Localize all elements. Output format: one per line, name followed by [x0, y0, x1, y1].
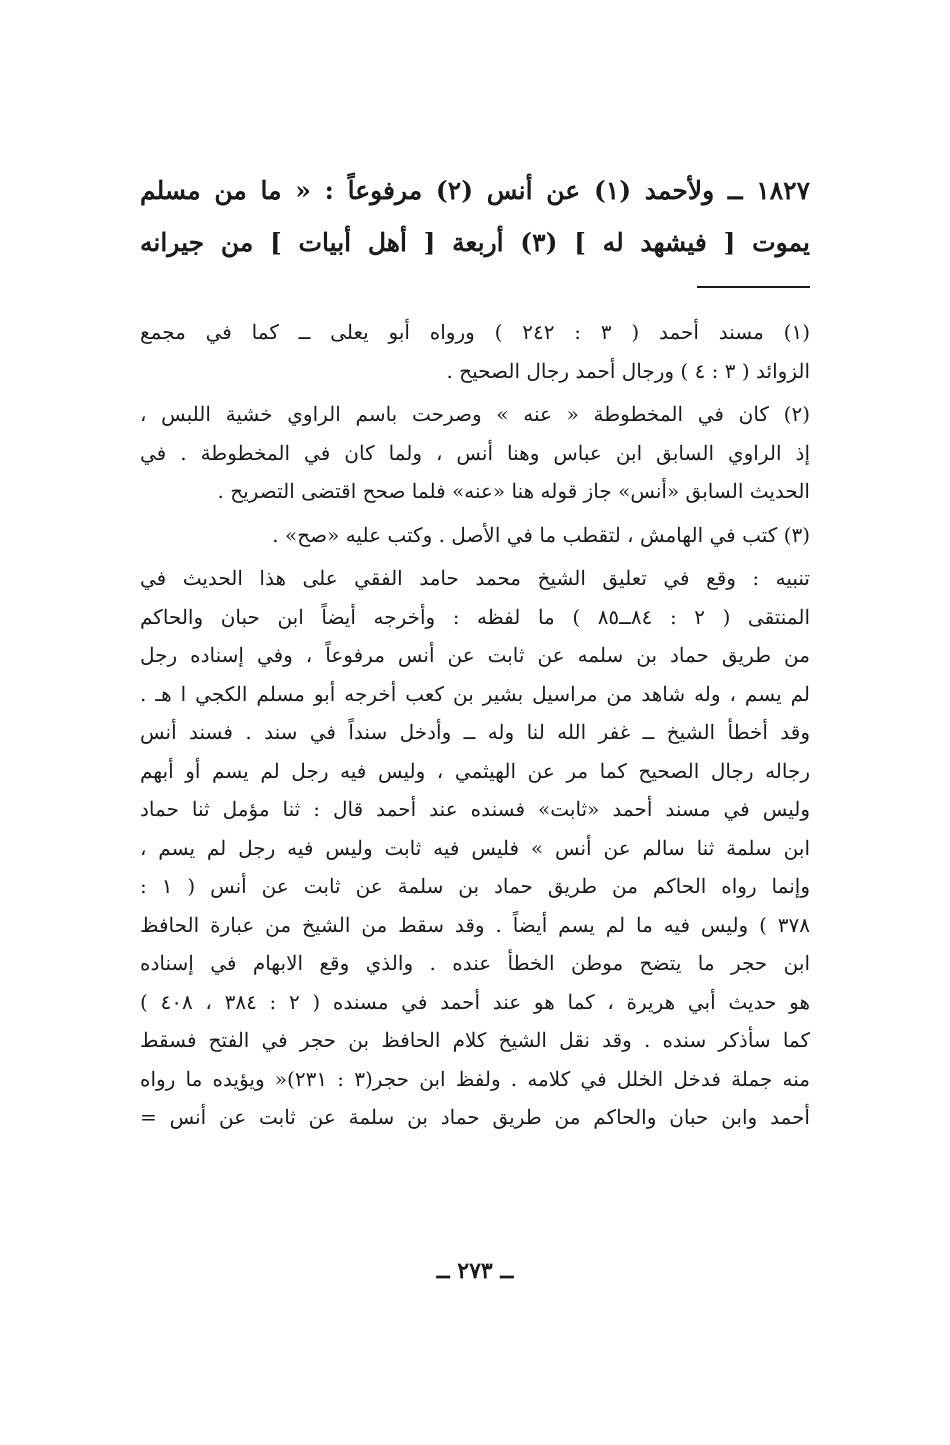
- footnote-3: [140, 516, 810, 555]
- footnote-line: الحديث السابق «أنس» جاز قوله هنا «عنه» فلما صحح اقتضى التصريح .: [217, 479, 810, 503]
- footnote-line: (٣) كتب في الهامش ، لتقطب ما في الأصل . وكتب عليه «صح» .: [272, 522, 810, 547]
- note-line: من طريق حماد بن سلمه عن ثابت عن أنس مرفوعاً ، وفي إسناده رجل: [140, 643, 810, 667]
- note-line: كما سأذكر سنده . وقد نقل الشيخ كلام الحافظ بن حجر في الفتح فسقط: [140, 1028, 810, 1052]
- hadith-line: ١٨٢٧ ــ ولأحمد (١) عن أنس (٢) مرفوعاً : « ما من مسلم: [140, 176, 811, 205]
- note-line: ابن حجر ما يتضح موطن الخطأ عنده . والذي وقع الابهام في إسناده: [140, 951, 810, 975]
- note-line: منه جملة فدخل الخلل في كلامه . ولفظ ابن حجر(٣ : ٢٣١)« ويؤيده ما رواه: [140, 1066, 810, 1091]
- note-line: ٣٧٨ ) وليس فيه ما لم يسم أيضاً . وقد سقط من الشيخ من عبارة الحافظ: [140, 912, 810, 937]
- note-tanbih: [140, 559, 810, 1137]
- note-line: ابن سلمة ثنا سالم عن أنس » فليس فيه ثابت وليس فيه رجل لم يسم ،: [140, 835, 810, 860]
- hadith-text: [140, 165, 810, 269]
- footnote-line: إذ الراوي السابق ابن عباس وهنا أنس ، ولما كان في المخطوطة . في: [140, 440, 810, 465]
- note-line: هو حديث أبي هريرة ، كما هو عند أحمد في مسنده ( ٢ : ٣٨٤ ، ٤٠٨ ): [140, 989, 810, 1014]
- note-line: المنتقى ( ٢ : ٨٤ــ٨٥ ) ما لفظه : وأخرجه أيضاً ابن حبان والحاكم: [140, 604, 810, 629]
- note-line: رجاله رجال الصحيح كما مر عن الهيثمي ، وليس فيه رجل لم يسم أو أبهم: [140, 758, 810, 783]
- footnotes: [140, 313, 810, 1142]
- note-line: وقد أخطأ الشيخ ــ غفر الله لنا وله ــ وأدخل سنداً في سند . فسند أنس: [140, 720, 810, 744]
- note-line: وليس في مسند أحمد «ثابت» فسنده عند أحمد قال : ثنا مؤمل ثنا حماد: [140, 797, 810, 821]
- footnote-line: الزوائد ( ٣ : ٤ ) ورجال أحمد رجال الصحيح .: [446, 358, 810, 383]
- note-line: تنبيه : وقع في تعليق الشيخ محمد حامد الفقي على هذا الحديث في: [140, 566, 810, 590]
- footnote-line: (١) مسند أحمد ( ٣ : ٢٤٢ ) ورواه أبو يعلى ــ كما في مجمع: [140, 320, 810, 344]
- note-line: أحمد وابن حبان والحاكم من طريق حماد بن سلمة عن ثابت عن أنس =: [140, 1105, 810, 1129]
- footnote-line: (٢) كان في المخطوطة « عنه » وصرحت باسم الراوي خشية اللبس ،: [140, 402, 810, 426]
- footnote-1: [140, 313, 810, 390]
- footnote-2: [140, 395, 810, 511]
- footnote-divider: [697, 286, 810, 288]
- hadith-line: يموت [ فيشهد له ] (٣) أربعة [ أهل أبيات ] من جيرانه: [140, 228, 810, 257]
- note-line: وإنما رواه الحاكم من طريق حماد بن سلمة عن ثابت عن أنس ( ١ :: [140, 874, 810, 898]
- page-number: ــ ٢٧٣ ــ: [436, 1258, 514, 1284]
- note-line: لم يسم ، وله شاهد من مراسيل بشير بن كعب أخرجه أبو مسلم الكجي ا هـ .: [140, 681, 810, 706]
